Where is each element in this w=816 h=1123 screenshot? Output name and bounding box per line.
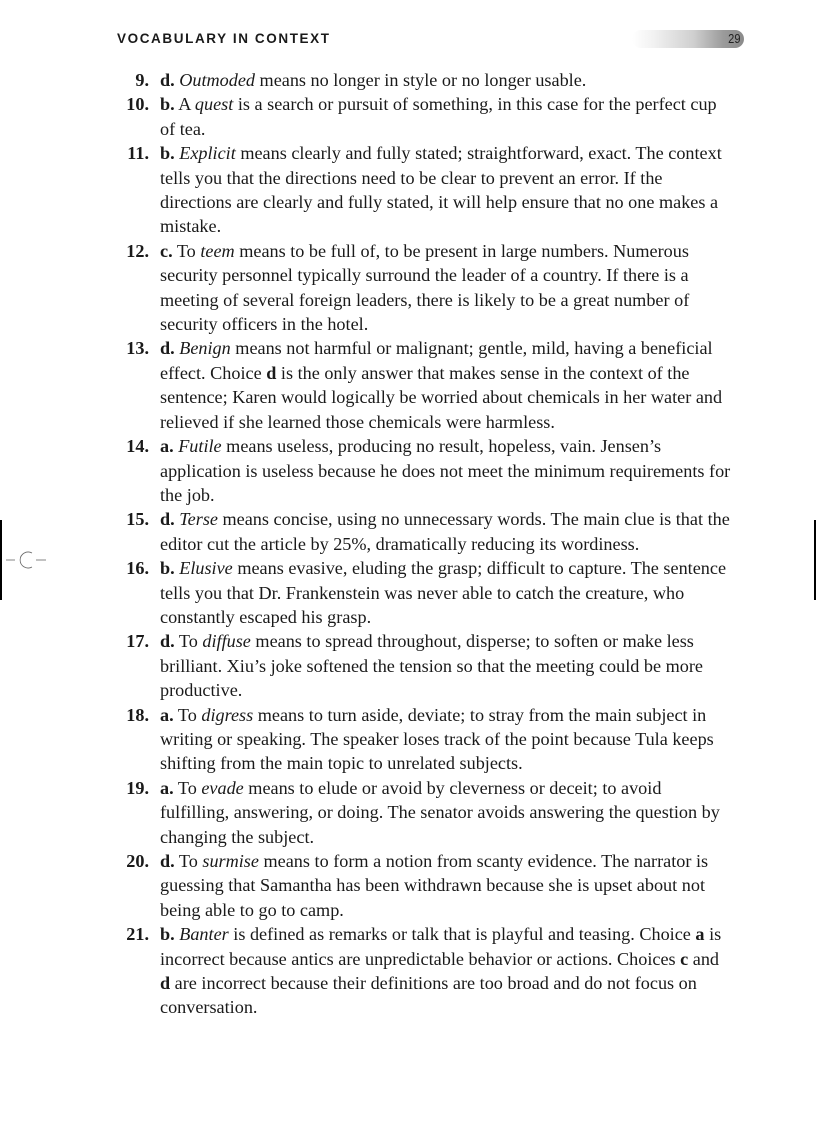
answer-choice: b.: [160, 924, 175, 945]
answer-item: [113, 68, 733, 92]
vocabulary-term: surmise: [202, 851, 259, 871]
answer-choice: a.: [160, 704, 174, 725]
answer-explanation: [160, 922, 733, 1020]
answer-item: [113, 776, 733, 849]
explanation-text: means to turn aside, deviate; to stray from the main subject in writing or speaking. The speaker loses track of the point because Tula keeps shifting from the main topic to unrelated subjects.: [160, 704, 714, 774]
answer-explanation: [160, 336, 733, 434]
answer-number: 18.: [126, 704, 149, 725]
page-number-badge: [632, 28, 744, 50]
answer-number: 20.: [126, 851, 149, 871]
answer-explanation: [160, 776, 733, 849]
answer-item: [113, 434, 733, 507]
answer-explanation: [160, 141, 733, 239]
explanation-text: means evasive, eluding the grasp; difficult to capture. The sentence tells you that Dr. Frankenstein was never able to catch the creature, who constantly escaped his grasp.: [160, 558, 727, 627]
answer-number: 13.: [126, 338, 149, 359]
answer-choice: d.: [160, 338, 175, 359]
answer-number: 14.: [126, 436, 149, 457]
explanation-text: means useless, producing no result, hopeless, vain. Jensen’s application is useless because he does not meet the minimum requirements for the job.: [160, 436, 731, 505]
answer-explanation: [160, 239, 733, 337]
vocabulary-term: Outmoded: [179, 70, 255, 90]
explanation-text: means to form a notion from scanty evidence. The narrator is guessing that Samantha has been withdrawn because she is upset about not being able to go to camp.: [160, 851, 709, 920]
answer-item: [113, 629, 733, 702]
explanation-text: A: [178, 94, 195, 115]
answer-choice: b.: [160, 558, 175, 579]
answer-explanation: [160, 629, 733, 702]
answer-item: [113, 141, 733, 239]
explanation-text: To: [178, 851, 203, 871]
answer-item: [113, 336, 733, 434]
answer-item: [113, 703, 733, 776]
answer-item: [113, 922, 733, 1020]
vocabulary-term: digress: [201, 704, 254, 725]
vocabulary-term: teem: [200, 240, 235, 261]
answer-explanation: [160, 507, 733, 556]
choice-reference: d: [160, 973, 171, 994]
answer-number: 16.: [126, 558, 149, 579]
explanation-text: means concise, using no unnecessary words. The main clue is that the editor cut the article by 25%, dramatically reducing its wordiness.: [160, 509, 730, 554]
answer-number: 19.: [126, 777, 149, 798]
choice-reference: a: [695, 924, 705, 945]
explanation-text: To: [177, 704, 202, 725]
answer-list: [113, 68, 733, 1020]
answer-item: [113, 849, 733, 922]
running-header: VOCABULARY IN CONTEXT: [117, 31, 331, 46]
explanation-text: To: [178, 631, 203, 652]
explanation-text: is a search or pursuit of something, in this case for the perfect cup of tea.: [160, 94, 717, 139]
explanation-text: To: [176, 240, 201, 261]
vocabulary-term: diffuse: [202, 631, 251, 652]
answer-choice: c.: [160, 240, 173, 261]
answer-explanation: [160, 849, 733, 922]
explanation-text: are incorrect because their definitions are too broad and do not focus on conversation.: [160, 973, 697, 1018]
explanation-text: is defined as remarks or talk that is playful and teasing. Choice: [228, 924, 696, 945]
answer-choice: d.: [160, 70, 175, 90]
explanation-text: To: [177, 777, 202, 798]
answer-choice: b.: [160, 143, 175, 164]
answer-item: [113, 507, 733, 556]
answer-choice: d.: [160, 851, 175, 871]
answer-explanation: [160, 556, 733, 629]
answer-choice: d.: [160, 631, 175, 652]
vocabulary-term: Explicit: [179, 143, 236, 164]
answer-explanation: [160, 434, 733, 507]
answer-number: 21.: [126, 924, 149, 945]
crop-mark-left: [0, 520, 2, 600]
explanation-text: is the only answer that makes sense in the context of the sentence; Karen would logically be worried about chemicals in her water and relieved if she learned those chemicals were harmless.: [160, 362, 723, 432]
answer-explanation: [160, 68, 733, 92]
answer-number: 9.: [135, 70, 149, 90]
explanation-text: means no longer in style or no longer usable.: [255, 70, 587, 90]
vocabulary-term: evade: [201, 777, 244, 798]
answer-item: [113, 239, 733, 337]
answer-number: 11.: [127, 143, 149, 164]
explanation-text: means to spread throughout, disperse; to soften or make less brilliant. Xiu’s joke softened the tension so that the meeting could be more productive.: [160, 631, 703, 701]
answer-number: 12.: [126, 240, 149, 261]
answer-number: 17.: [126, 631, 149, 652]
explanation-text: is incorrect because antics are unpredictable behavior or actions. Choices: [160, 924, 722, 969]
answer-explanation: [160, 703, 733, 776]
answer-choice: a.: [160, 777, 174, 798]
explanation-text: and: [688, 948, 720, 969]
explanation-text: means to elude or avoid by cleverness or deceit; to avoid fulfilling, answering, or doing. The senator avoids answering the question by changing the subject.: [160, 777, 720, 847]
choice-reference: d: [266, 362, 277, 383]
vocabulary-term: Terse: [179, 509, 218, 530]
page-number: 29: [727, 31, 740, 46]
explanation-text: means clearly and fully stated; straightforward, exact. The context tells you that the directions need to be clear to prevent an error. If the directions are clearly and fully stated, it will help ensure that no one makes a mistake.: [160, 143, 722, 237]
vocabulary-term: quest: [194, 94, 234, 115]
explanation-text: means not harmful or malignant; gentle, mild, having a beneficial effect. Choice: [160, 338, 713, 383]
explanation-text: means to be full of, to be present in large numbers. Numerous security personnel typically surround the leader of a country. If there is a meeting of several foreign leaders, there is likely to be a great number of security officers in the hotel.: [160, 240, 690, 335]
vocabulary-term: Benign: [179, 338, 231, 359]
answer-choice: a.: [160, 436, 174, 457]
answer-number: 15.: [126, 509, 149, 530]
answer-choice: d.: [160, 509, 175, 530]
registration-mark-icon: [6, 548, 50, 572]
answer-choice: b.: [160, 94, 175, 115]
answer-explanation: [160, 92, 733, 141]
choice-reference: c: [680, 948, 689, 969]
vocabulary-term: Banter: [179, 924, 229, 945]
answer-item: [113, 92, 733, 141]
vocabulary-term: Elusive: [179, 558, 233, 579]
vocabulary-term: Futile: [178, 436, 222, 457]
answer-number: 10.: [126, 94, 149, 115]
answer-item: [113, 556, 733, 629]
